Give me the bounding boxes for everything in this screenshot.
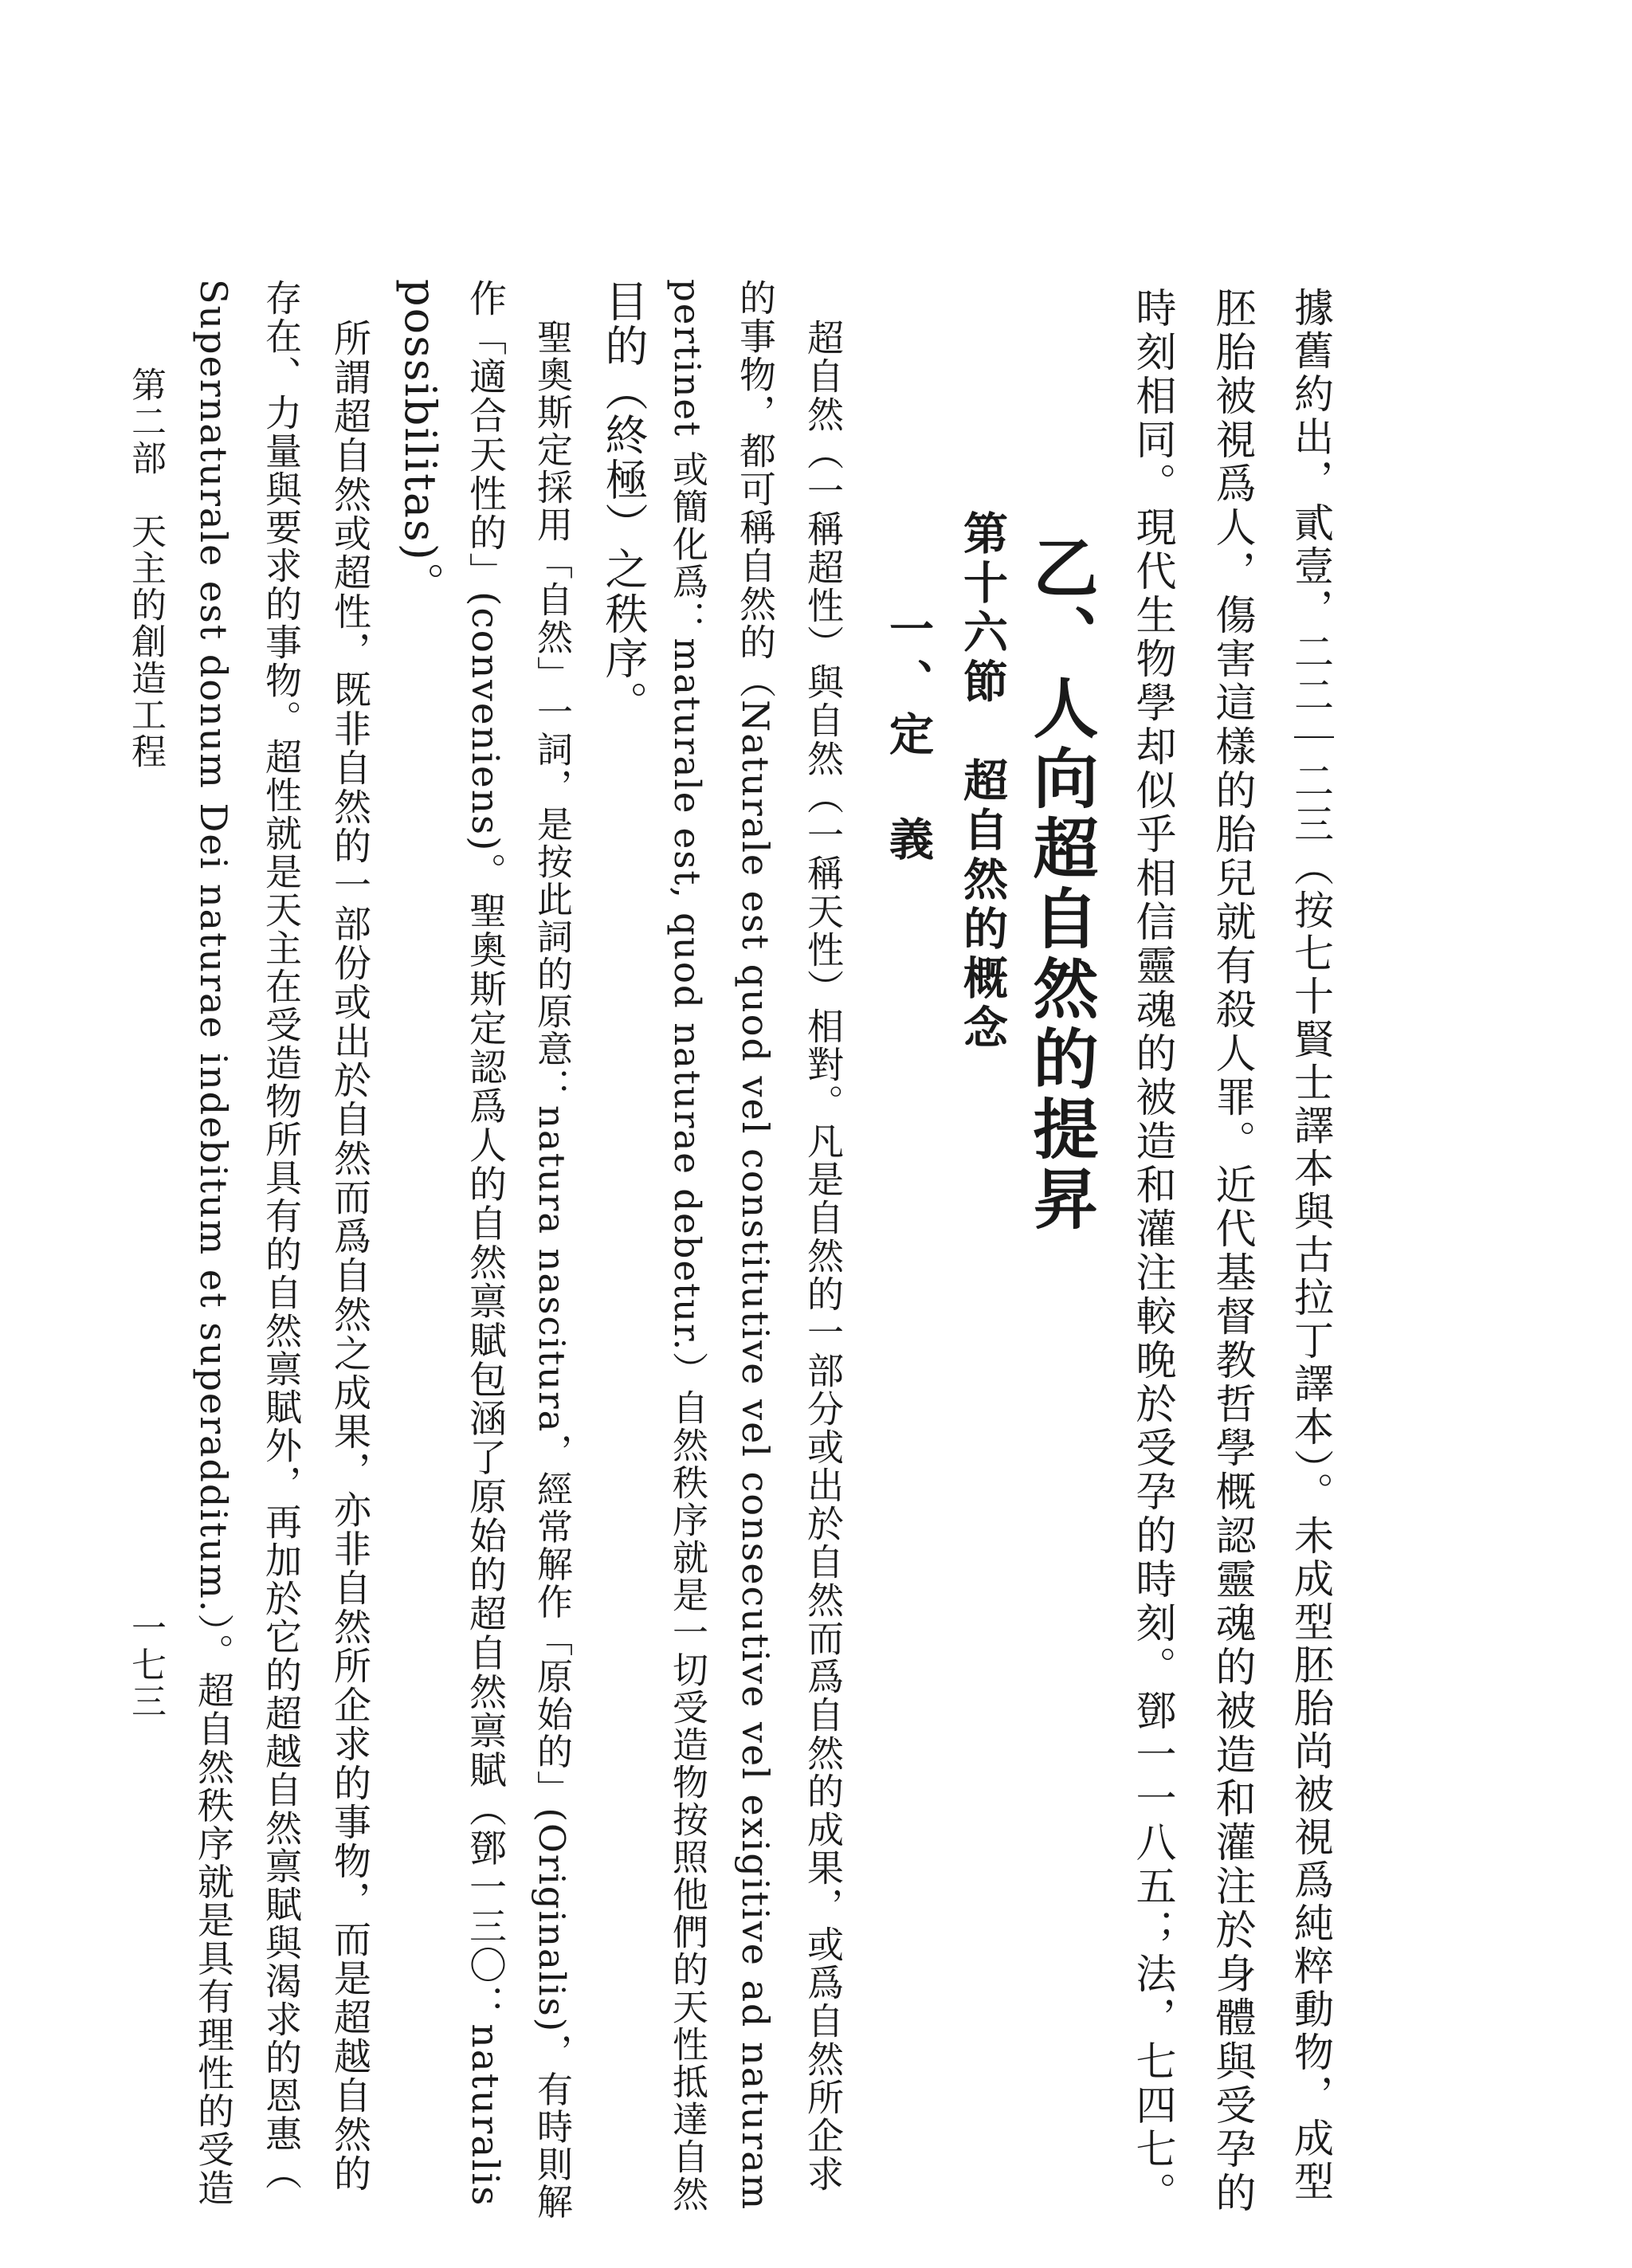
paragraph-1-line-4: 目的（終極）之秩序。 (598, 279, 649, 725)
paragraph-1-line-2: 的事物，都可稱自然的（Naturale est quod vel constitutive vel consecutive vel exigitive ad naturam (734, 279, 777, 2211)
section-title: 第十六節 超自然的概念 (956, 510, 1009, 1054)
top-paragraph-line-3: 時刻相同。現代生物學却似乎相信靈魂的被造和灌注較晚於受孕的時刻。鄧一一八五；法，七四七。 (1128, 287, 1175, 2215)
top-paragraph-line-2: 胚胎被視爲人，傷害這樣的胎兒就有殺人罪。近代基督教哲學概認靈魂的被造和灌注於身體與受孕的 (1208, 287, 1255, 2215)
paragraph-2-line-2: 作「適合天性的」(conveniens)。聖奧斯定認爲人的自然禀賦包涵了原始的超自然禀賦（鄧一三〇：naturalis (463, 279, 507, 2207)
top-paragraph-line-1: 據舊約出，貳壹，二二｜二三（按七十賢士譯本與古拉丁譯本）。未成型胚胎尚被視爲純粹動物，成型 (1288, 287, 1334, 2203)
paragraph-3-line-1: 所謂超自然或超性，既非自然的一部份或出於自然而爲自然之成果，亦非自然所企求的事物，而是超越自然的 (328, 319, 371, 2193)
paragraph-1-line-3: pertinet 或簡化爲：maturale est, quod naturae debetur.）自然秩序就是一切受造物按照他們的天性抵達自然 (666, 279, 708, 2214)
paragraph-2-line-3: possibilitas)。 (395, 279, 445, 606)
footer-page-number: 一七三 (125, 1610, 166, 1720)
paragraph-2-line-1: 聖奧斯定採用「自然」一詞，是按此詞的原意：natura nascitura，經常解作「原始的」(Originalis)，有時則解 (531, 319, 573, 2221)
paragraph-1-line-1: 超自然（一稱超性）與自然（一稱天性）相對。凡是自然的一部分或出於自然而爲自然的成果，或爲自然所企求 (802, 319, 845, 2193)
subsection-title: 一、定 義 (882, 606, 935, 869)
paragraph-3-line-2: 存在、力量與要求的事物。超性就是天主在受造物所具有的自然禀賦外，再加於它的超越自然禀賦與渴求的恩惠（ (260, 279, 303, 2191)
footer-part-label: 第二部 天主的創造工程 (125, 367, 166, 770)
paragraph-3-line-3: Supernaturale est donum Dei naturae indebitum et superadditum.）。超自然秩序就是具有理性的受造 (192, 279, 235, 2207)
chapter-title: 乙、人向超自然的提昇 (1022, 534, 1099, 1235)
